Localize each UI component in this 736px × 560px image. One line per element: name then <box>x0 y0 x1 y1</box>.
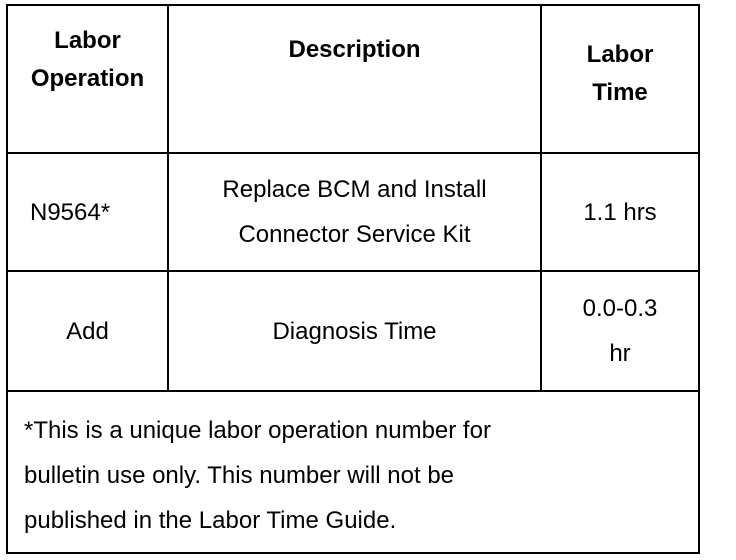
labor-time-line2: hr <box>609 340 631 367</box>
table-row-1-description <box>169 154 540 270</box>
labor-operation-code: N9564* <box>30 198 111 226</box>
table-row-2-labor-operation <box>8 272 167 390</box>
footnote-line2: bulletin use only. This number will not be <box>24 462 455 489</box>
header-description <box>169 6 540 152</box>
table-row-2-description <box>169 272 540 390</box>
footnote-divider <box>8 390 698 392</box>
labor-time-table <box>6 4 700 554</box>
description-line1: Replace BCM and Install <box>222 176 487 203</box>
header-description-label: Description <box>288 36 421 63</box>
header-labor-operation-line1: Labor <box>54 27 121 54</box>
description-line2: Connector Service Kit <box>238 221 471 248</box>
table-row-1-labor-time <box>542 154 698 270</box>
header-labor-time-line1: Labor <box>586 41 654 68</box>
labor-time-line1: 0.0-0.3 <box>582 295 658 322</box>
description-line1: Diagnosis Time <box>272 317 437 345</box>
footnote-line1: *This is a unique labor operation number for <box>24 417 491 444</box>
labor-time-value: 1.1 hrs <box>583 198 657 226</box>
table-row-2-labor-time <box>542 272 698 390</box>
table-row-1-labor-operation <box>8 154 167 270</box>
header-labor-time <box>542 6 698 152</box>
header-labor-time-line2: Time <box>592 79 648 106</box>
header-labor-operation <box>8 6 167 152</box>
labor-operation-code: Add <box>66 317 109 345</box>
footnote-line3: published in the Labor Time Guide. <box>24 507 397 534</box>
footnote <box>24 408 684 543</box>
header-labor-operation-line2: Operation <box>30 65 145 92</box>
